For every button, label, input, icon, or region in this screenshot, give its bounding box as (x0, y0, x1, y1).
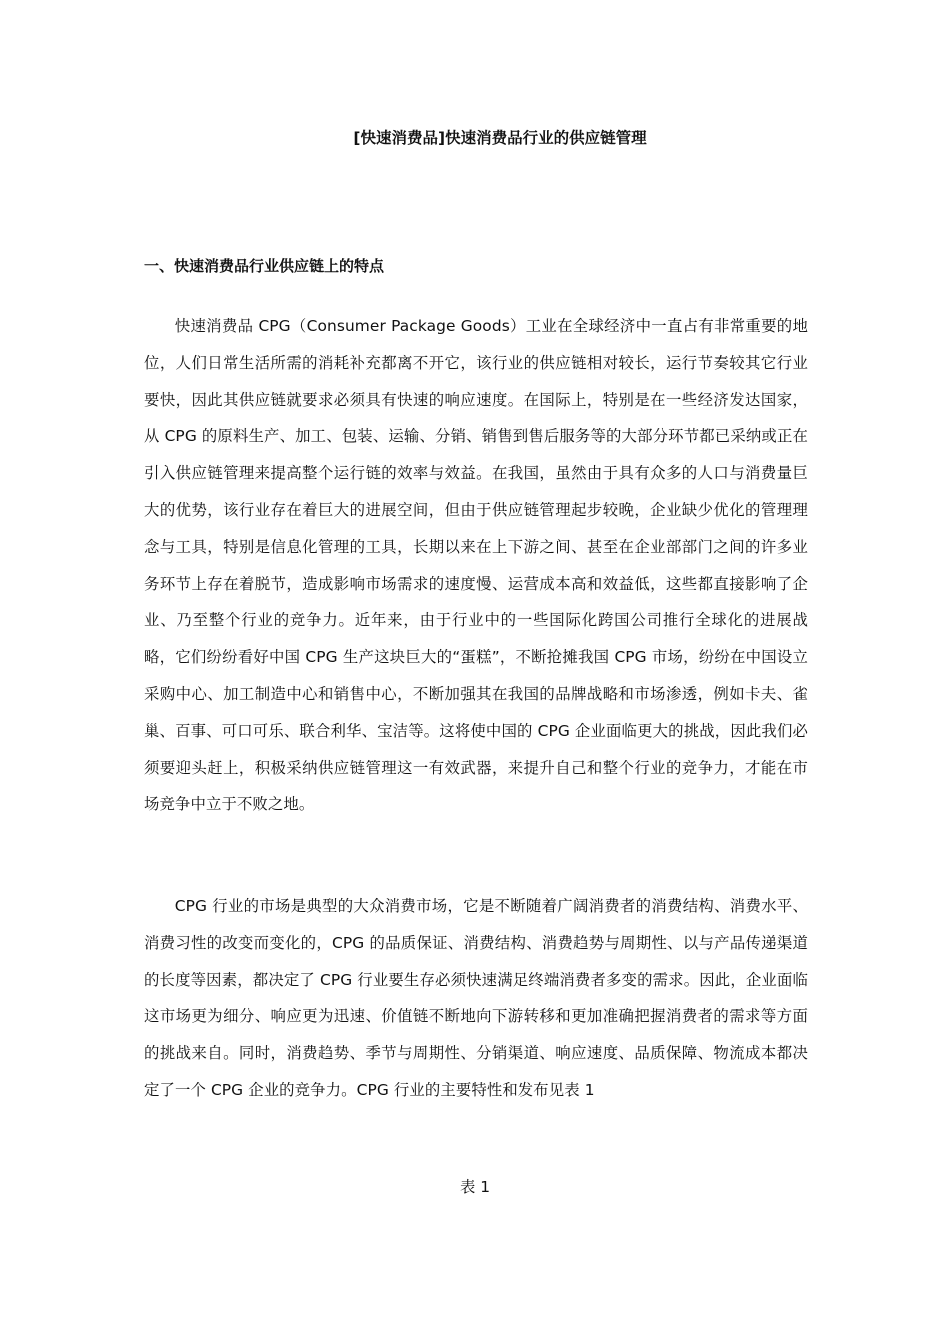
document-title: [快速消费品]快速消费品行业的供应链管理 (353, 129, 647, 147)
body-paragraph: 快速消费品 CPG（Consumer Package Goods）工业在全球经济中一直占有非常重要的地位，人们日常生活所需的消耗补充都离不开它，该行业的供应链相对较长，运行节奏较其它行业要快，因此其供应链就要求必须具有快速的响应速度。在国际上，特别是在一些经济发达国家，从 CPG 的原料生产、加工、包装、运输、分销、销售到售后服务等的大部分环节都已采纳或正在引入供应链管理来提高整个运行链的效率与效益。在我国，虽然由于具有众多的人口与消费量巨大的优势，该行业存在着巨大的进展空间，但由于供应链管理起步较晚，企业缺少优化的管理理念与工具，特别是信息化管理的工具，长期以来在上下游之间、甚至在企业部部门之间的许多业务环节上存在着脱节，造成影响市场需求的速度慢、运营成本高和效益低，这些都直接影响了企业、乃至整个行业的竞争力。近年来，由于行业中的一些国际化跨国公司推行全球化的进展战略，它们纷纷看好中国 CPG 生产这块巨大的“蛋糕”，不断抢摊我国 CPG 市场，纷纷在中国设立采购中心、加工制造中心和销售中心，不断加强其在我国的品牌战略和市场渗透，例如卡夫、雀巢、百事、可口可乐、联合利华、宝洁等。这将使中国的 CPG 企业面临更大的挑战，因此我们必须要迎头赶上，积极采纳供应链管理这一有效武器，来提升自己和整个行业的竞争力，才能在市场竞争中立于不败之地。 (144, 317, 808, 814)
section-heading: 一、快速消费品行业供应链上的特点 (144, 257, 385, 275)
body-paragraph: CPG 行业的市场是典型的大众消费市场，它是不断随着广阔消费者的消费结构、消费水平、消费习性的改变而变化的，CPG 的品质保证、消费结构、消费趋势与周期性、以与产品传递渠道的长度等因素，都决定了 CPG 行业要生存必须快速满足终端消费者多变的需求。因此，企业面临这市场更为细分、响应更为迅速、价值链不断地向下游转移和更加准确把握消费者的需求等方面的挑战来自。同时，消费趋势、季节与周期性、分销渠道、响应速度、品质保障、物流成本都决定了一个 CPG 企业的竞争力。CPG 行业的主要特性和发布见表 1 (144, 897, 808, 1099)
table-caption: 表 1 (459, 1178, 491, 1196)
